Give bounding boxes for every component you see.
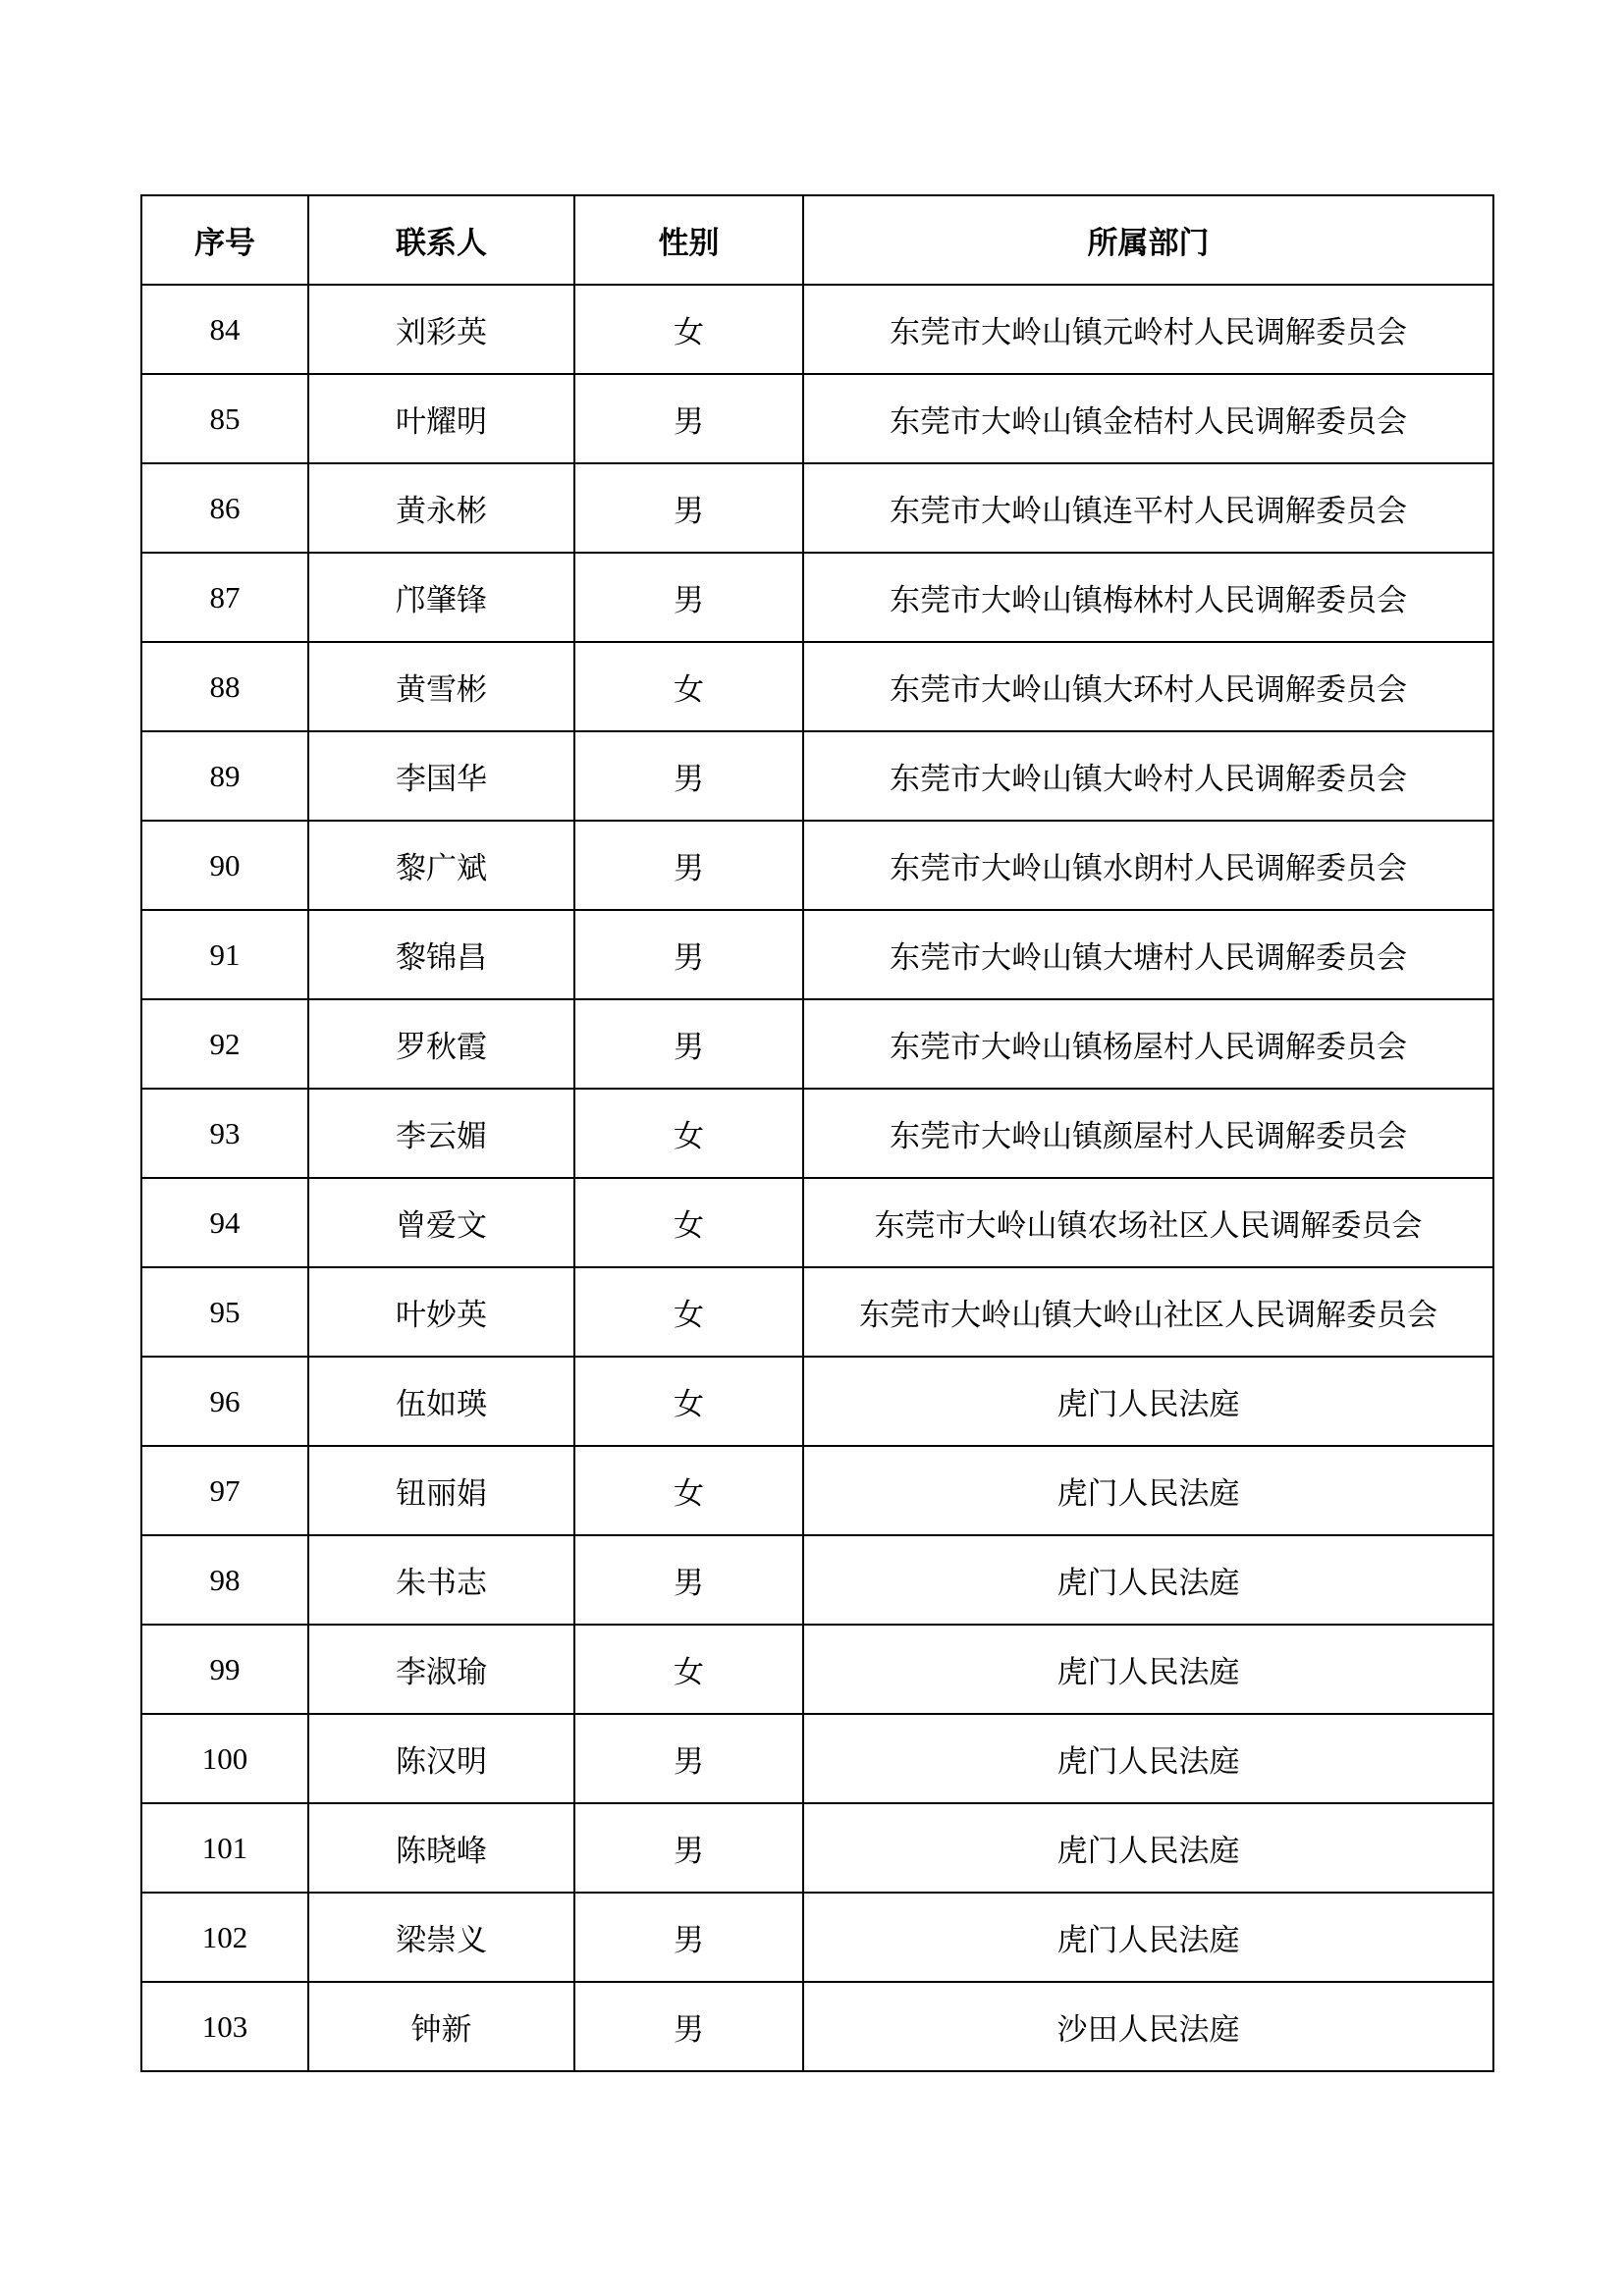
table-row	[141, 374, 1493, 463]
cell-index: 85	[141, 374, 308, 463]
cell-contact: 曾爱文	[308, 1178, 574, 1267]
table-row	[141, 1893, 1493, 1982]
cell-contact: 李淑瑜	[308, 1625, 574, 1714]
header-gender: 性别	[574, 195, 803, 285]
cell-gender: 男	[574, 1714, 803, 1803]
cell-gender: 男	[574, 999, 803, 1089]
table-row	[141, 1267, 1493, 1357]
cell-department: 东莞市大岭山镇农场社区人民调解委员会	[803, 1178, 1493, 1267]
cell-department: 虎门人民法庭	[803, 1357, 1493, 1446]
cell-gender: 男	[574, 731, 803, 821]
cell-index: 93	[141, 1089, 308, 1178]
cell-gender: 女	[574, 1178, 803, 1267]
table-row	[141, 731, 1493, 821]
table-row	[141, 1982, 1493, 2071]
table-row	[141, 1535, 1493, 1625]
cell-index: 103	[141, 1982, 308, 2071]
cell-contact: 梁崇义	[308, 1893, 574, 1982]
cell-gender: 男	[574, 553, 803, 642]
cell-department: 东莞市大岭山镇大岭山社区人民调解委员会	[803, 1267, 1493, 1357]
cell-gender: 男	[574, 374, 803, 463]
table-row	[141, 999, 1493, 1089]
table-body	[141, 285, 1493, 2071]
cell-contact: 叶耀明	[308, 374, 574, 463]
cell-index: 100	[141, 1714, 308, 1803]
cell-index: 98	[141, 1535, 308, 1625]
cell-contact: 黄永彬	[308, 463, 574, 553]
table-row	[141, 463, 1493, 553]
cell-contact: 李国华	[308, 731, 574, 821]
cell-contact: 黎广斌	[308, 821, 574, 910]
cell-contact: 黎锦昌	[308, 910, 574, 999]
cell-index: 87	[141, 553, 308, 642]
cell-contact: 伍如瑛	[308, 1357, 574, 1446]
cell-gender: 女	[574, 1089, 803, 1178]
cell-department: 虎门人民法庭	[803, 1893, 1493, 1982]
cell-department: 东莞市大岭山镇大塘村人民调解委员会	[803, 910, 1493, 999]
cell-index: 86	[141, 463, 308, 553]
cell-contact: 朱书志	[308, 1535, 574, 1625]
cell-department: 东莞市大岭山镇梅林村人民调解委员会	[803, 553, 1493, 642]
cell-gender: 男	[574, 821, 803, 910]
cell-department: 东莞市大岭山镇连平村人民调解委员会	[803, 463, 1493, 553]
contacts-table	[140, 194, 1494, 2072]
cell-department: 东莞市大岭山镇颜屋村人民调解委员会	[803, 1089, 1493, 1178]
cell-gender: 男	[574, 1535, 803, 1625]
cell-index: 102	[141, 1893, 308, 1982]
cell-department: 虎门人民法庭	[803, 1535, 1493, 1625]
cell-department: 东莞市大岭山镇水朗村人民调解委员会	[803, 821, 1493, 910]
cell-index: 89	[141, 731, 308, 821]
table-row	[141, 285, 1493, 374]
cell-gender: 女	[574, 285, 803, 374]
cell-department: 东莞市大岭山镇大环村人民调解委员会	[803, 642, 1493, 731]
table-row	[141, 1714, 1493, 1803]
cell-department: 虎门人民法庭	[803, 1803, 1493, 1893]
cell-department: 东莞市大岭山镇大岭村人民调解委员会	[803, 731, 1493, 821]
cell-department: 虎门人民法庭	[803, 1446, 1493, 1535]
cell-contact: 刘彩英	[308, 285, 574, 374]
cell-index: 88	[141, 642, 308, 731]
cell-index: 91	[141, 910, 308, 999]
header-department: 所属部门	[803, 195, 1493, 285]
cell-gender: 女	[574, 1446, 803, 1535]
cell-index: 97	[141, 1446, 308, 1535]
table-row	[141, 1625, 1493, 1714]
cell-gender: 女	[574, 1267, 803, 1357]
cell-index: 96	[141, 1357, 308, 1446]
cell-gender: 女	[574, 1357, 803, 1446]
cell-contact: 钮丽娟	[308, 1446, 574, 1535]
cell-contact: 陈汉明	[308, 1714, 574, 1803]
cell-department: 沙田人民法庭	[803, 1982, 1493, 2071]
cell-index: 84	[141, 285, 308, 374]
table-row	[141, 1803, 1493, 1893]
cell-contact: 钟新	[308, 1982, 574, 2071]
cell-index: 90	[141, 821, 308, 910]
table-row	[141, 910, 1493, 999]
cell-gender: 女	[574, 642, 803, 731]
cell-gender: 男	[574, 910, 803, 999]
table-row	[141, 1089, 1493, 1178]
cell-gender: 男	[574, 1803, 803, 1893]
table-row	[141, 1446, 1493, 1535]
cell-contact: 李云媚	[308, 1089, 574, 1178]
cell-department: 东莞市大岭山镇元岭村人民调解委员会	[803, 285, 1493, 374]
cell-contact: 黄雪彬	[308, 642, 574, 731]
cell-contact: 罗秋霞	[308, 999, 574, 1089]
table-row	[141, 821, 1493, 910]
header-index: 序号	[141, 195, 308, 285]
table-row	[141, 553, 1493, 642]
cell-department: 东莞市大岭山镇杨屋村人民调解委员会	[803, 999, 1493, 1089]
table-row	[141, 1357, 1493, 1446]
cell-index: 101	[141, 1803, 308, 1893]
cell-gender: 男	[574, 1893, 803, 1982]
cell-contact: 叶妙英	[308, 1267, 574, 1357]
cell-gender: 女	[574, 1625, 803, 1714]
cell-gender: 男	[574, 1982, 803, 2071]
cell-index: 92	[141, 999, 308, 1089]
cell-department: 虎门人民法庭	[803, 1714, 1493, 1803]
cell-department: 东莞市大岭山镇金桔村人民调解委员会	[803, 374, 1493, 463]
cell-contact: 陈晓峰	[308, 1803, 574, 1893]
header-contact: 联系人	[308, 195, 574, 285]
cell-index: 99	[141, 1625, 308, 1714]
table-row	[141, 642, 1493, 731]
cell-index: 94	[141, 1178, 308, 1267]
cell-department: 虎门人民法庭	[803, 1625, 1493, 1714]
cell-index: 95	[141, 1267, 308, 1357]
cell-gender: 男	[574, 463, 803, 553]
table-row	[141, 1178, 1493, 1267]
cell-contact: 邝肇锋	[308, 553, 574, 642]
table-header-row	[141, 195, 1493, 285]
